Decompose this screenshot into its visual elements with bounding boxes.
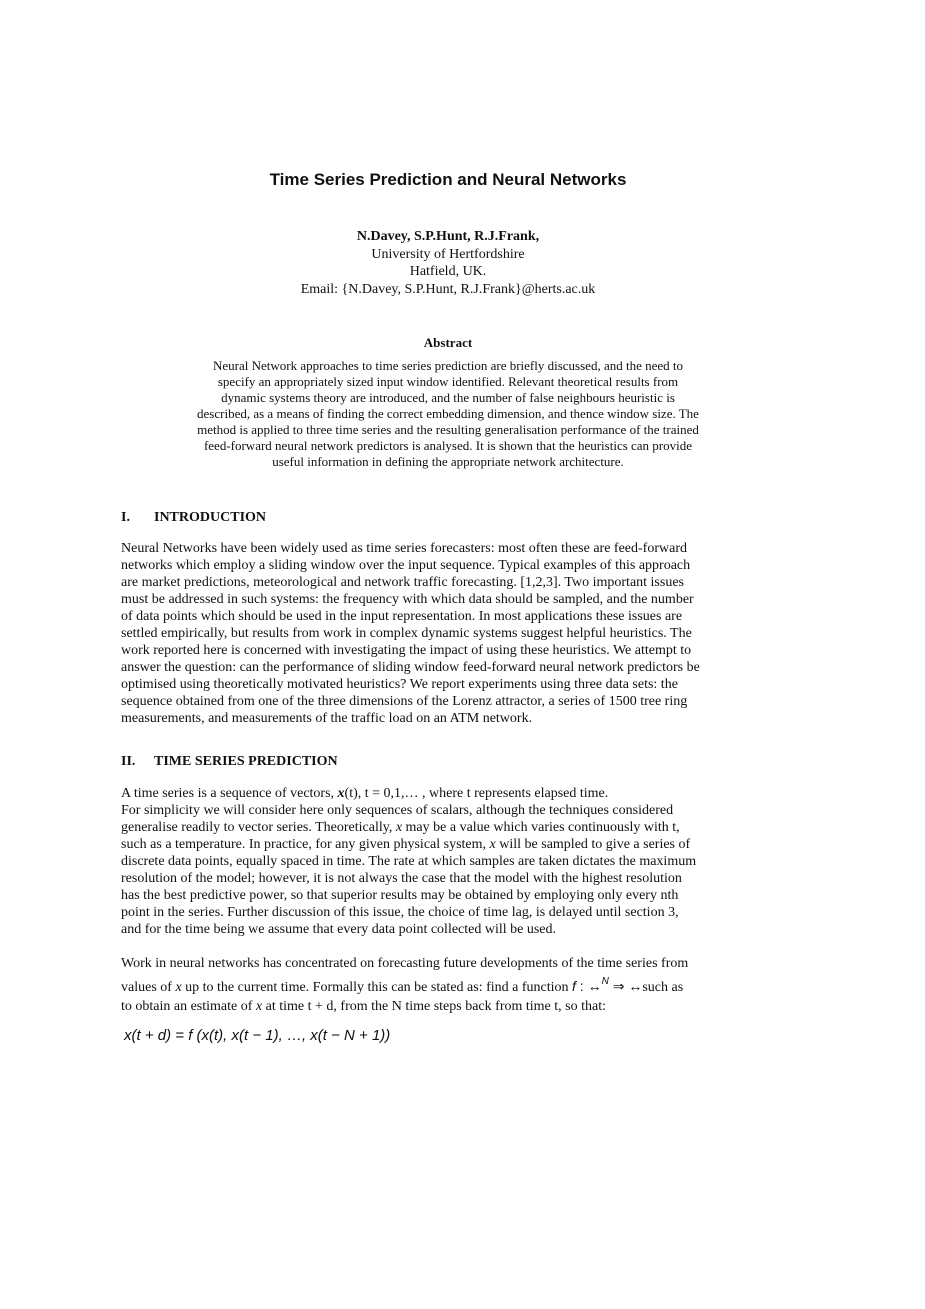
location: Hatfield, UK.	[409, 264, 487, 279]
abstract-line: dynamic systems theory are introduced, and the number of false neighbours heuristic is	[221, 390, 675, 405]
paragraph-line	[121, 836, 776, 853]
paragraph-line: work reported here is concerned with investigating the impact of using these heuristics. We attempt to	[121, 643, 692, 658]
author-email: Email: {N.Davey, S.P.Hunt, R.J.Frank}@herts.ac.uk	[300, 281, 596, 297]
paragraph-line	[121, 785, 776, 802]
math-variable: f	[572, 978, 576, 994]
abstract-line: described, as a means of finding the correct embedding dimension, and thence window size. The	[197, 406, 699, 421]
paragraph-line: discrete data points, equally spaced in time. The rate at which samples are taken dictates the maximum	[121, 854, 697, 869]
introduction-paragraph	[121, 540, 776, 727]
function-signature	[572, 978, 642, 994]
paragraph-line: has the best predictive power, so that superior results may be obtained by employing only every nth	[121, 888, 679, 903]
paragraph-line: must be addressed in such systems: the frequency with which data should be sampled, and the number	[121, 592, 694, 607]
math-symbol: : ↔	[575, 978, 602, 994]
section-title: INTRODUCTION	[154, 510, 267, 525]
math-variable: x	[175, 980, 182, 995]
author-block	[0, 228, 896, 298]
paragraph-line: networks which employ a sliding window over the input sequence. Typical examples of this approach	[121, 558, 691, 573]
text-run: such as a temperature. In practice, for any given physical system,	[121, 837, 490, 852]
section-number: II.	[121, 754, 136, 769]
text-run: (t), t = 0,1,… , where t represents elapsed time.	[344, 786, 609, 801]
text-run: up to the current time. Formally this can be stated as: find a function	[181, 980, 573, 995]
paragraph-line	[121, 998, 776, 1015]
paragraph-line: sequence obtained from one of the three dimensions of the Lorenz attractor, a series of 1500 tree ring	[121, 694, 688, 709]
paragraph-line: settled empirically, but results from work in complex dynamic systems suggest helpful heuristics. The	[121, 626, 692, 641]
abstract-line: feed-forward neural network predictors is analysed. It is shown that the heuristics can provide	[203, 438, 693, 453]
math-symbol: ⇒ ↔	[608, 978, 643, 994]
math-variable: x	[395, 820, 403, 835]
abstract-line: Neural Network approaches to time series prediction are briefly discussed, and the need to	[213, 358, 683, 373]
paper-title: Time Series Prediction and Neural Networks	[269, 170, 627, 189]
prediction-equation: x(t + d) = f (x(t), x(t − 1), …, x(t − N + 1))	[124, 1027, 391, 1044]
text-run: may be a value which varies continuously with t,	[402, 820, 680, 835]
section-heading-introduction	[121, 509, 266, 526]
text-run: at time t + d, from the N time steps back from time t, so that:	[262, 999, 606, 1014]
paragraph-line: point in the series. Further discussion of this issue, the choice of time lag, is delayed until section 3,	[121, 905, 679, 920]
paragraph-line: Work in neural networks has concentrated on forecasting future developments of the time series from	[121, 956, 689, 971]
text-run: such as	[642, 980, 684, 995]
text-run: values of	[121, 980, 176, 995]
text-run: will be sampled to give a series of	[495, 837, 691, 852]
paragraph-line: For simplicity we will consider here only sequences of scalars, although the techniques considered	[121, 803, 674, 818]
paragraph-line: answer the question: can the performance of sliding window feed-forward neural network predictors be	[121, 660, 700, 675]
time-series-paragraph-2	[121, 955, 776, 1015]
paragraph-line	[121, 972, 776, 998]
paragraph-line: of data points which should be used in the input representation. In most applications these issues are	[121, 609, 683, 624]
math-variable: x	[337, 786, 345, 801]
abstract-body	[163, 358, 733, 470]
math-variable: x	[489, 837, 496, 852]
text-run: to obtain an estimate of	[121, 999, 256, 1014]
math-superscript: N	[601, 976, 609, 987]
paragraph-line: resolution of the model; however, it is not always the case that the model with the highest resolution	[121, 871, 682, 886]
paragraph-line: and for the time being we assume that every data point collected will be used.	[121, 922, 557, 937]
text-run: A time series is a sequence of vectors,	[121, 786, 338, 801]
abstract-line: useful information in defining the appropriate network architecture.	[272, 454, 624, 469]
time-series-paragraph-1	[121, 785, 776, 938]
abstract-line: method is applied to three time series and the resulting generalisation performance of the trained	[197, 422, 699, 437]
affiliation: University of Hertfordshire	[371, 246, 525, 262]
author-names: N.Davey, S.P.Hunt, R.J.Frank,	[356, 229, 540, 244]
abstract-line: specify an appropriately sized input window identified. Relevant theoretical results from	[217, 374, 679, 389]
section-heading-time-series-prediction	[121, 753, 338, 770]
section-number: I.	[121, 510, 130, 525]
section-title: TIME SERIES PREDICTION	[154, 754, 338, 769]
paragraph-line: optimised using theoretically motivated heuristics? We report experiments using three data sets: the	[121, 677, 678, 692]
paragraph-line: are market predictions, meteorological and network traffic forecasting. [1,2,3]. Two important issues	[121, 575, 684, 590]
math-variable: x	[255, 999, 263, 1014]
paragraph-line	[121, 819, 776, 836]
paragraph-line: measurements, and measurements of the traffic load on an ATM network.	[121, 711, 533, 726]
abstract-heading: Abstract	[423, 335, 473, 350]
paragraph-line: Neural Networks have been widely used as time series forecasters: most often these are feed-forward	[121, 541, 687, 556]
text-run: generalise readily to vector series. Theoretically,	[121, 820, 396, 835]
